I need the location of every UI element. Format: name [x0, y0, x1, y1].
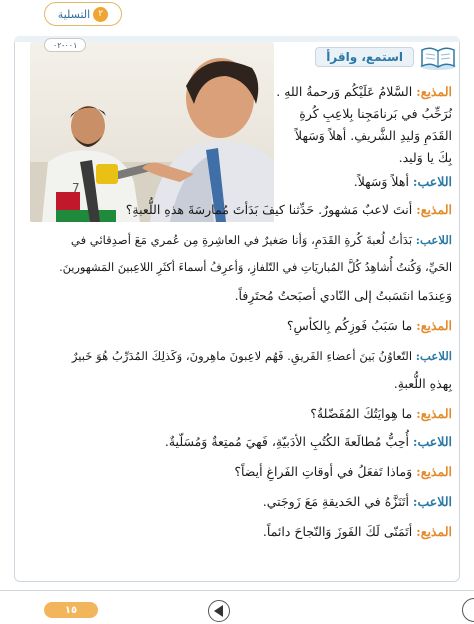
section-title: استمع، واقرأ [315, 47, 414, 67]
speaker-label: المذيع: [416, 524, 452, 539]
line-text: أهلاً وَسَهلاً. [353, 174, 413, 189]
dialogue-line [234, 462, 452, 482]
open-book-icon [418, 42, 458, 72]
dialogue-line [71, 230, 452, 250]
speaker-label: المذيع: [416, 406, 452, 421]
unit-tab[interactable] [44, 2, 122, 26]
next-page-button[interactable] [462, 598, 474, 622]
dialogue-line [276, 82, 452, 102]
dialogue-line [72, 346, 452, 366]
line-text: بِهذهِ اللُّعبةِ. [393, 376, 452, 391]
line-text: ما هِوايَتُكَ المُفَضّلةُ؟ [310, 406, 417, 421]
line-text: السَّلامُ عَلَيْكُم وَرحمةُ اللهِ . [276, 84, 417, 99]
speaker-label: اللاعب: [415, 233, 452, 247]
dialogue-line [299, 104, 452, 124]
unit-title: التسلية [57, 7, 91, 21]
footer-divider [0, 590, 474, 591]
speaker-label: اللاعب: [412, 174, 452, 189]
speaker-label: المذيع: [416, 84, 452, 99]
dialogue-line [263, 492, 452, 512]
line-text: بِكَ يا وَليد. [398, 150, 452, 165]
line-text: ما سَبَبُ فَوزِكُم بِالكأسِ؟ [286, 318, 417, 333]
line-text: نُرَحِّبُ في بَرنامَجِنا بِلاعِبِ كُرةِ [299, 106, 452, 121]
dialogue-line [394, 374, 452, 394]
speaker-label: المذيع: [416, 202, 452, 217]
line-text: الحَيِّ، وَكُنتُ أُشاهِدُ كُلَّ المُباريَاتِ في التّلفازِ، وَأعرِفُ أسماءَ أكثَرِ اللاعِبينَ المَشهورينَ. [59, 261, 452, 274]
line-text: التّعاوُنُ بَينَ أعضاءِ الفَريقِ. فَهُم لاعِبونَ ماهِرونَ، وَكَذلِكَ المُدَرِّبُ هُوَ خَبيرٌ [71, 349, 416, 363]
line-text: وَعِندَما انتَسَبتُ إلى النّادي أصبَحتُ مُحتَرِفاً. [234, 288, 452, 303]
dialogue-line [287, 316, 452, 336]
line-text: بَدَأتُ لُعبةَ كُرةِ القَدَمِ، وَأنا صَغيرٌ في العاشِرةِ مِن عُمري مَعَ أصدِقائي في [70, 233, 416, 247]
unit-number: ٢ [93, 7, 108, 22]
play-left-icon [214, 605, 223, 617]
photo-code: ٠٠١-٠٢ [44, 38, 86, 52]
line-text: القَدَمِ وَليدِ الشَّريفِ. أهلاً وَسَهلاً [295, 128, 452, 143]
speaker-label: اللاعب: [412, 494, 452, 509]
dialogue-line [126, 200, 452, 220]
dialogue-line [263, 522, 452, 542]
dialogue-line [310, 404, 452, 424]
dialogue-line [235, 286, 452, 306]
line-text: وَماذا تَفعَلُ في أوقاتِ الفَراغِ أيضاً؟ [234, 464, 417, 479]
dialogue-line [165, 432, 452, 452]
interview-photo [30, 42, 274, 222]
page-number: ١٥ [44, 602, 98, 618]
dialogue-line [399, 148, 452, 168]
line-text: أتَنَزَّهُ في الحَديقةِ مَعَ زَوجَتي. [262, 494, 413, 509]
section-header [268, 44, 458, 70]
speaker-label: اللاعب: [415, 349, 452, 363]
speaker-label: المذيع: [416, 318, 452, 333]
line-text: أُحِبُّ مُطالَعةَ الكُتُبِ الأدَبيّةِ، فَهيَ مُمتِعةٌ وَمُسَلّيةٌ. [164, 434, 413, 449]
speaker-label: اللاعب: [412, 434, 452, 449]
dialogue-line [295, 126, 452, 146]
dialogue-line [59, 258, 452, 278]
line-text: أنتَ لاعبٌ مَشهورٌ. حَدِّثنا كيفَ بَدَأتَ مُمارسَةَ هذهِ اللُّعبةِ؟ [125, 202, 417, 217]
speaker-label: المذيع: [416, 464, 452, 479]
svg-text:7: 7 [72, 181, 80, 195]
previous-page-button[interactable] [208, 600, 230, 622]
dialogue-line [354, 172, 452, 192]
line-text: أتَمَنّى لَكَ الفَوزَ وَالنّجاحَ دائماً. [262, 524, 417, 539]
